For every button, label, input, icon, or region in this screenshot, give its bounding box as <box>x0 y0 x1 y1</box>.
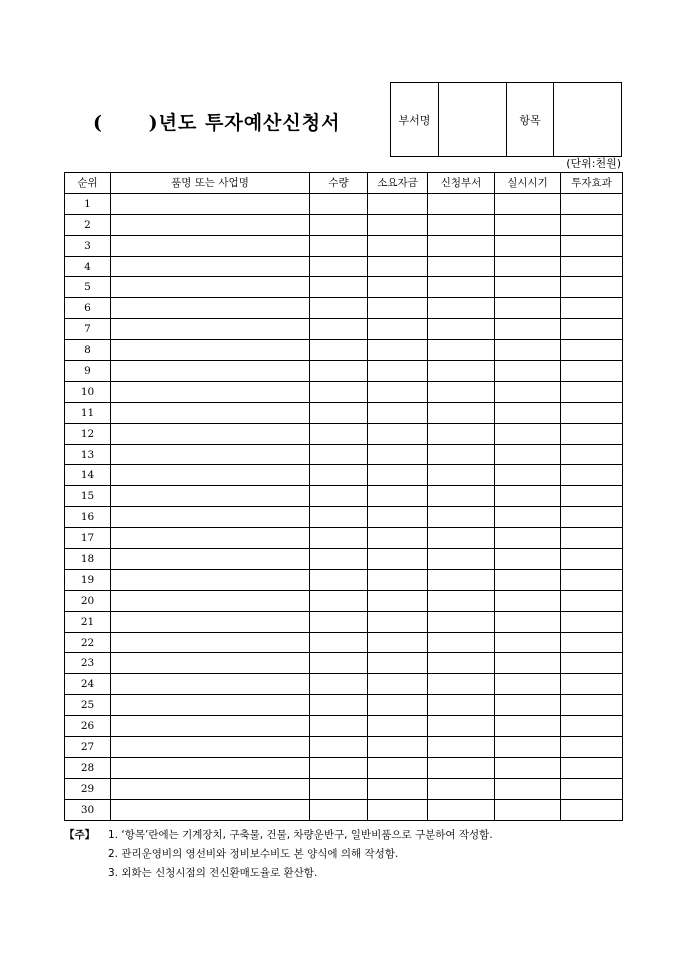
table-row <box>65 737 623 758</box>
entry-cell[interactable] <box>310 465 368 486</box>
rank-cell: 13 <box>65 444 111 465</box>
approval-box <box>390 82 622 157</box>
rank-cell: 10 <box>65 381 111 402</box>
entry-cell[interactable] <box>111 319 310 340</box>
entry-cell[interactable] <box>428 507 495 528</box>
entry-cell[interactable] <box>561 277 623 298</box>
entry-cell[interactable] <box>111 193 310 214</box>
entry-cell[interactable] <box>428 528 495 549</box>
entry-cell[interactable] <box>310 256 368 277</box>
rank-cell: 27 <box>65 737 111 758</box>
table-row <box>65 319 623 340</box>
entry-cell[interactable] <box>111 632 310 653</box>
entry-cell[interactable] <box>368 778 428 799</box>
rank-cell: 30 <box>65 799 111 820</box>
column-header: 수량 <box>310 173 368 194</box>
entry-cell[interactable] <box>111 528 310 549</box>
table-row <box>65 778 623 799</box>
entry-cell[interactable] <box>428 277 495 298</box>
table-row <box>65 507 623 528</box>
table-row <box>65 549 623 570</box>
column-header: 신청부서 <box>428 173 495 194</box>
table-row <box>65 298 623 319</box>
entry-cell[interactable] <box>368 214 428 235</box>
entry-cell[interactable] <box>428 235 495 256</box>
entry-cell[interactable] <box>428 757 495 778</box>
entry-cell[interactable] <box>428 402 495 423</box>
entry-cell[interactable] <box>428 444 495 465</box>
entry-cell[interactable] <box>111 381 310 402</box>
entry-cell[interactable] <box>561 590 623 611</box>
entry-cell[interactable] <box>561 716 623 737</box>
table-row <box>65 423 623 444</box>
entry-cell[interactable] <box>368 193 428 214</box>
table-row <box>65 465 623 486</box>
entry-cell[interactable] <box>111 674 310 695</box>
entry-cell[interactable] <box>495 528 561 549</box>
entry-cell[interactable] <box>561 632 623 653</box>
entry-cell[interactable] <box>310 193 368 214</box>
entry-cell[interactable] <box>561 235 623 256</box>
entry-cell[interactable] <box>368 528 428 549</box>
entry-cell[interactable] <box>561 381 623 402</box>
entry-cell[interactable] <box>111 340 310 361</box>
entry-cell[interactable] <box>561 737 623 758</box>
entry-cell[interactable] <box>111 778 310 799</box>
entry-cell[interactable] <box>310 632 368 653</box>
entry-cell[interactable] <box>111 569 310 590</box>
entry-cell[interactable] <box>310 737 368 758</box>
rank-cell: 19 <box>65 569 111 590</box>
table-row <box>65 716 623 737</box>
table-row <box>65 486 623 507</box>
entry-cell[interactable] <box>495 277 561 298</box>
table-row <box>65 611 623 632</box>
entry-cell[interactable] <box>111 757 310 778</box>
table-row <box>65 361 623 382</box>
note-item: 2. 관리운영비의 영선비와 정비보수비도 본 양식에 의해 작성함. <box>108 848 399 860</box>
rank-cell: 11 <box>65 402 111 423</box>
entry-cell[interactable] <box>310 402 368 423</box>
entry-cell[interactable] <box>428 778 495 799</box>
entry-cell[interactable] <box>111 423 310 444</box>
rank-cell: 18 <box>65 549 111 570</box>
entry-cell[interactable] <box>368 319 428 340</box>
entry-cell[interactable] <box>561 340 623 361</box>
entry-cell[interactable] <box>368 507 428 528</box>
entry-cell[interactable] <box>368 653 428 674</box>
unit-label: (단위:천원) <box>566 157 621 170</box>
entry-cell[interactable] <box>561 528 623 549</box>
entry-cell[interactable] <box>310 569 368 590</box>
entry-cell[interactable] <box>368 716 428 737</box>
entry-cell[interactable] <box>368 737 428 758</box>
entry-cell[interactable] <box>368 235 428 256</box>
entry-cell[interactable] <box>561 402 623 423</box>
table-row <box>65 528 623 549</box>
entry-cell[interactable] <box>495 653 561 674</box>
entry-cell[interactable] <box>495 799 561 820</box>
rank-cell: 28 <box>65 757 111 778</box>
entry-cell[interactable] <box>495 674 561 695</box>
entry-cell[interactable] <box>495 361 561 382</box>
entry-cell[interactable] <box>368 611 428 632</box>
entry-cell[interactable] <box>561 214 623 235</box>
rank-cell: 17 <box>65 528 111 549</box>
rank-cell: 23 <box>65 653 111 674</box>
entry-cell[interactable] <box>368 799 428 820</box>
entry-cell[interactable] <box>428 319 495 340</box>
table-row <box>65 402 623 423</box>
entry-cell[interactable] <box>310 444 368 465</box>
entry-cell[interactable] <box>368 298 428 319</box>
entry-cell[interactable] <box>561 549 623 570</box>
form-title: ( )년도 투자예산신청서 <box>93 112 341 134</box>
table-row <box>65 674 623 695</box>
rank-cell: 1 <box>65 193 111 214</box>
column-header: 순위 <box>65 173 111 194</box>
entry-cell[interactable] <box>495 778 561 799</box>
entry-cell[interactable] <box>495 590 561 611</box>
entry-cell[interactable] <box>310 611 368 632</box>
entry-cell[interactable] <box>428 193 495 214</box>
entry-cell[interactable] <box>561 486 623 507</box>
entry-cell[interactable] <box>561 319 623 340</box>
rank-cell: 20 <box>65 590 111 611</box>
entry-cell[interactable] <box>368 277 428 298</box>
entry-cell[interactable] <box>368 381 428 402</box>
entry-cell[interactable] <box>495 632 561 653</box>
entry-cell[interactable] <box>310 695 368 716</box>
entry-cell[interactable] <box>111 444 310 465</box>
notes-tag: 【주】 <box>64 829 96 841</box>
entry-cell[interactable] <box>368 695 428 716</box>
entry-cell[interactable] <box>428 486 495 507</box>
entry-cell[interactable] <box>495 465 561 486</box>
table-row <box>65 277 623 298</box>
entry-cell[interactable] <box>561 465 623 486</box>
entry-cell[interactable] <box>111 465 310 486</box>
entry-cell[interactable] <box>428 653 495 674</box>
entry-cell[interactable] <box>310 799 368 820</box>
rank-cell: 21 <box>65 611 111 632</box>
entry-cell[interactable] <box>428 695 495 716</box>
entry-cell[interactable] <box>368 340 428 361</box>
entry-cell[interactable] <box>495 298 561 319</box>
entry-cell[interactable] <box>428 549 495 570</box>
rank-cell: 9 <box>65 361 111 382</box>
entry-cell[interactable] <box>111 590 310 611</box>
entry-cell[interactable] <box>561 444 623 465</box>
entry-cell[interactable] <box>368 423 428 444</box>
entry-cell[interactable] <box>428 381 495 402</box>
rank-cell: 16 <box>65 507 111 528</box>
dept-field[interactable] <box>439 83 507 157</box>
entry-cell[interactable] <box>368 569 428 590</box>
entry-cell[interactable] <box>368 444 428 465</box>
entry-cell[interactable] <box>495 193 561 214</box>
entry-cell[interactable] <box>561 298 623 319</box>
dept-label: 부서명 <box>391 83 439 157</box>
entry-cell[interactable] <box>310 486 368 507</box>
entry-cell[interactable] <box>561 757 623 778</box>
entry-cell[interactable] <box>111 611 310 632</box>
entry-cell[interactable] <box>428 340 495 361</box>
rank-cell: 24 <box>65 674 111 695</box>
rank-cell: 4 <box>65 256 111 277</box>
entry-cell[interactable] <box>310 381 368 402</box>
entry-cell[interactable] <box>428 298 495 319</box>
entry-cell[interactable] <box>111 486 310 507</box>
table-row <box>65 193 623 214</box>
entry-cell[interactable] <box>310 507 368 528</box>
entry-cell[interactable] <box>495 507 561 528</box>
entry-cell[interactable] <box>310 423 368 444</box>
entry-cell[interactable] <box>561 778 623 799</box>
entry-cell[interactable] <box>495 737 561 758</box>
entry-cell[interactable] <box>561 361 623 382</box>
budget-table <box>64 172 623 821</box>
rank-cell: 25 <box>65 695 111 716</box>
column-header: 소요자금 <box>368 173 428 194</box>
entry-cell[interactable] <box>495 444 561 465</box>
entry-cell[interactable] <box>111 653 310 674</box>
entry-cell[interactable] <box>561 799 623 820</box>
entry-cell[interactable] <box>495 402 561 423</box>
table-row <box>65 569 623 590</box>
table-row <box>65 444 623 465</box>
entry-cell[interactable] <box>561 695 623 716</box>
entry-cell[interactable] <box>310 653 368 674</box>
entry-cell[interactable] <box>310 590 368 611</box>
entry-cell[interactable] <box>368 402 428 423</box>
entry-cell[interactable] <box>368 674 428 695</box>
rank-cell: 7 <box>65 319 111 340</box>
entry-cell[interactable] <box>368 632 428 653</box>
entry-cell[interactable] <box>495 319 561 340</box>
entry-cell[interactable] <box>495 235 561 256</box>
table-row <box>65 632 623 653</box>
entry-cell[interactable] <box>368 465 428 486</box>
entry-cell[interactable] <box>561 653 623 674</box>
table-row <box>65 695 623 716</box>
entry-cell[interactable] <box>310 319 368 340</box>
rank-cell: 26 <box>65 716 111 737</box>
entry-cell[interactable] <box>495 611 561 632</box>
entry-cell[interactable] <box>111 716 310 737</box>
entry-cell[interactable] <box>561 423 623 444</box>
entry-cell[interactable] <box>561 569 623 590</box>
entry-cell[interactable] <box>368 256 428 277</box>
entry-cell[interactable] <box>111 737 310 758</box>
entry-cell[interactable] <box>495 569 561 590</box>
entry-cell[interactable] <box>111 298 310 319</box>
table-row <box>65 590 623 611</box>
table-row <box>65 381 623 402</box>
entry-cell[interactable] <box>428 465 495 486</box>
entry-cell[interactable] <box>495 757 561 778</box>
rank-cell: 2 <box>65 214 111 235</box>
entry-cell[interactable] <box>368 486 428 507</box>
column-header: 투자효과 <box>561 173 623 194</box>
entry-cell[interactable] <box>310 674 368 695</box>
entry-cell[interactable] <box>495 695 561 716</box>
rank-cell: 8 <box>65 340 111 361</box>
entry-cell[interactable] <box>310 340 368 361</box>
item-label: 항목 <box>507 83 554 157</box>
entry-cell[interactable] <box>428 799 495 820</box>
rank-cell: 3 <box>65 235 111 256</box>
table-row <box>65 799 623 820</box>
entry-cell[interactable] <box>368 361 428 382</box>
entry-cell[interactable] <box>111 507 310 528</box>
entry-cell[interactable] <box>310 277 368 298</box>
item-field[interactable] <box>554 83 622 157</box>
entry-cell[interactable] <box>368 757 428 778</box>
entry-cell[interactable] <box>495 486 561 507</box>
entry-cell[interactable] <box>495 256 561 277</box>
entry-cell[interactable] <box>428 737 495 758</box>
entry-cell[interactable] <box>428 214 495 235</box>
entry-cell[interactable] <box>561 507 623 528</box>
entry-cell[interactable] <box>428 361 495 382</box>
entry-cell[interactable] <box>368 590 428 611</box>
entry-cell[interactable] <box>428 611 495 632</box>
entry-cell[interactable] <box>111 402 310 423</box>
entry-cell[interactable] <box>428 716 495 737</box>
entry-cell[interactable] <box>428 423 495 444</box>
entry-cell[interactable] <box>495 423 561 444</box>
entry-cell[interactable] <box>428 569 495 590</box>
entry-cell[interactable] <box>111 799 310 820</box>
column-header: 품명 또는 사업명 <box>111 173 310 194</box>
entry-cell[interactable] <box>310 528 368 549</box>
table-row <box>65 757 623 778</box>
entry-cell[interactable] <box>495 549 561 570</box>
entry-cell[interactable] <box>310 716 368 737</box>
entry-cell[interactable] <box>310 778 368 799</box>
entry-cell[interactable] <box>310 361 368 382</box>
rank-cell: 29 <box>65 778 111 799</box>
entry-cell[interactable] <box>310 214 368 235</box>
entry-cell[interactable] <box>310 235 368 256</box>
notes <box>64 826 493 883</box>
entry-cell[interactable] <box>111 235 310 256</box>
entry-cell[interactable] <box>368 549 428 570</box>
table-body <box>65 193 623 820</box>
entry-cell[interactable] <box>428 674 495 695</box>
entry-cell[interactable] <box>111 214 310 235</box>
entry-cell[interactable] <box>495 716 561 737</box>
entry-cell[interactable] <box>111 277 310 298</box>
entry-cell[interactable] <box>495 340 561 361</box>
table-row <box>65 235 623 256</box>
table-row <box>65 340 623 361</box>
column-header: 실시시기 <box>495 173 561 194</box>
entry-cell[interactable] <box>561 674 623 695</box>
rank-cell: 15 <box>65 486 111 507</box>
entry-cell[interactable] <box>310 549 368 570</box>
note-item: 3. 외화는 신청시점의 전신환매도율로 환산함. <box>108 867 318 879</box>
entry-cell[interactable] <box>111 256 310 277</box>
entry-cell[interactable] <box>310 298 368 319</box>
entry-cell[interactable] <box>428 590 495 611</box>
rank-cell: 6 <box>65 298 111 319</box>
entry-cell[interactable] <box>561 193 623 214</box>
rank-cell: 12 <box>65 423 111 444</box>
entry-cell[interactable] <box>111 695 310 716</box>
rank-cell: 14 <box>65 465 111 486</box>
entry-cell[interactable] <box>428 632 495 653</box>
rank-cell: 22 <box>65 632 111 653</box>
entry-cell[interactable] <box>561 611 623 632</box>
entry-cell[interactable] <box>495 381 561 402</box>
table-row <box>65 653 623 674</box>
table-row <box>65 214 623 235</box>
table-row <box>65 256 623 277</box>
entry-cell[interactable] <box>428 256 495 277</box>
rank-cell: 5 <box>65 277 111 298</box>
entry-cell[interactable] <box>111 549 310 570</box>
entry-cell[interactable] <box>111 361 310 382</box>
entry-cell[interactable] <box>495 214 561 235</box>
note-item: 1. ‘항목’란에는 기계장치, 구축물, 건물, 차량운반구, 일반비품으로 구분하여 작성함. <box>108 829 493 841</box>
header-row <box>65 173 623 194</box>
entry-cell[interactable] <box>310 757 368 778</box>
entry-cell[interactable] <box>561 256 623 277</box>
